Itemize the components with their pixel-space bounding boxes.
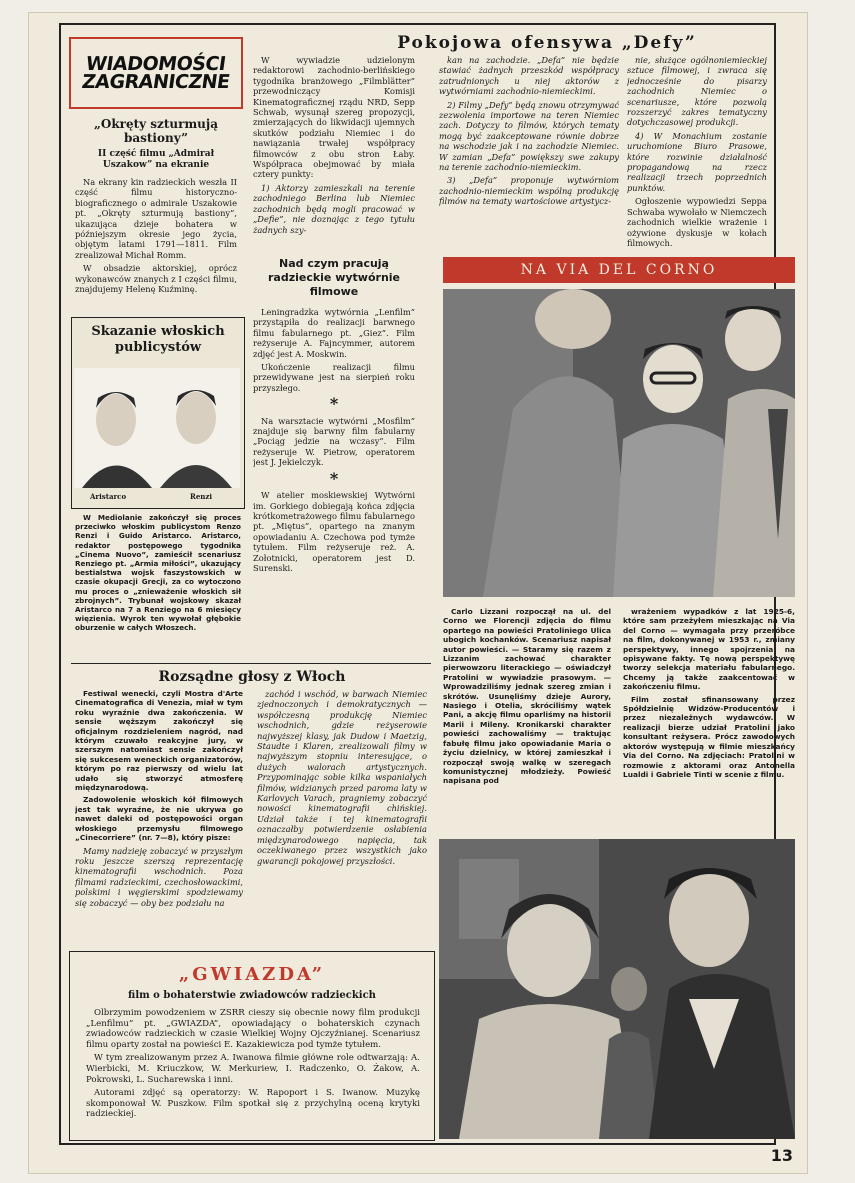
separator-star-2: *: [329, 468, 339, 488]
soviet-title: Nad czym pracują radzieckie wytwórnie filmowe: [267, 257, 401, 298]
ships-p2: W obsadzie aktorskiej, oprócz wykonawców znanych z I części filmu, znajdujemy Helenę Kuźminę.: [75, 263, 237, 295]
defa-col3-p2: 4) W Monachium zostanie uruchomione Biuro Prasowe, które rozwinie działalność propagandową na rzecz realizacji trzech poprzednich punktów.: [627, 130, 767, 193]
gwiazda-p1: Olbrzymim powodzeniem w ZSRR cieszy się obecnie nowy film produkcji „Lenfilmu” pt. „GWIAZDA”, opowiadający o bohaterskich czynach zwiadowców radzieckich w czasie Wielkiej Wojny Ojczyźnianej. Scenariusz filmu oparty został na powieści E. Kazakiewicza pod tymże tytułem.: [86, 1008, 420, 1050]
voices-col2-p1: zachód i wschód, w barwach Niemiec zjednoczonych i demokratycznych — współczesną produkcję Niemiec wschodnich, gdzie reżyserowie najwyższej klasy, jak Dudow i Maetzig, Staudte i Klaren, zrealizowali filmy w najwyższym stopniu interesujące, o dużych walorach artystycznych. Przypominając sobie kilka wspaniałych filmów, widzianych przed paroma laty w Karlovych Varach, pragniemy zobaczyć nowości kinematografii chińskiej. Udział także i tej kinematografii oznaczałby potwierdzenie osłabienia międzynarodowego napięcia, tak oczekiwanego przez wszystkich jako gwarancji pokojowej przyszłości.: [257, 689, 427, 866]
page-number: 13: [770, 1146, 793, 1165]
corno-col2-p2: Film został sfinansowany przez Spółdzielnię Widzów-Producentów i przez niezależnych wydawców. W realizacji bierze udział Pratolini jako konsultant reżysera. Prócz zawodowych aktorów występują w filmie mieszkańcy Via del Corno. Na zdjęciach: Pratolini w rozmowie z aktorami oraz Antonella Lualdi i Gabriele Tinti w scenie z filmu.: [623, 694, 795, 779]
soviet-p2: Ukończenie realizacji filmu przewidywane jest na sierpień roku przyszłego.: [253, 362, 415, 393]
voices-col1-p2: Zadowolenie włoskich kół filmowych jest tak wyraźne, że nie ukrywa go nawet daleki od postępowości organ włoskiego przemysłu filmowego „Cinecorriere” (nr. 7—8), który pisze:: [75, 795, 243, 843]
defa-col1-p1: W wywiadzie udzielonym redaktorowi zachodnio-berlińskiego tygodnika branżowego „Filmblätter” przewodniczący Komisji Kinematograficznej rządu NRD, Sepp Schwab, wysunął szereg propozycji, zmierzających do likwidacji ujemnych skutków podziału Niemiec i do nawiązania trwałej współpracy filmowców z obu stron Łaby. Współpraca obejmować by miała cztery punkty:: [253, 55, 415, 180]
main-title: Pokojowa ofensywa „Defy”: [397, 33, 697, 53]
gwiazda-text: [86, 1008, 420, 1136]
ships-p1: Na ekrany kin radzieckich weszła II część filmu historyczno-biograficznego o admirale Uszakowie pt. „Okręty szturmują bastiony”, ukazująca dzieje bohatera w późniejszym okresie jego życia, objętym latami 1791—1811. Film zrealizował Michał Romm.: [75, 177, 237, 260]
separator-star-1: *: [329, 394, 339, 414]
logo-line-1: WIADOMOŚCI: [84, 53, 228, 75]
article-soviet: [253, 257, 415, 657]
sentence-text: [75, 513, 241, 653]
newspaper-page: [28, 12, 808, 1174]
defa-col1: [253, 55, 415, 251]
defa-col2: [439, 55, 619, 257]
defa-col3-p3: Ogłoszenie wypowiedzi Seppa Schwaba wywołało w Niemczech zachodnich wielkie wrażenie i ożywione dyskusje w kołach filmowych.: [627, 196, 767, 248]
corno-col1-p1: Carlo Lizzani rozpoczął na ul. del Corno we Florencji zdjęcia do filmu opartego na powieści Pratoliniego Ulica ubogich kochanków. Scenariusz napisał autor powieści. — Staramy się razem z Lizzanim zachować charakter pierwowzoru literackiego — oświadczył Pratolini w wywiadzie prasowym. — Wprowadziliśmy jednak szereg zmian i skrótów. Usunęliśmy dzieje Aurory, Nasiego i Otelia, skróciliśmy wątek Pani, a akcję filmu oparliśmy na historii Marii i Mileny. Kronikarski charakter powieści zachowaliśmy — traktując fabułę filmu jako opowiadanie Maria o życiu dzielnicy, w której zamieszkał i rozpoczął swoją walkę w szeregach komunistycznej młodzieży. Powieść napisana pod: [443, 607, 611, 786]
gwiazda-title: „GWIAZDA”: [178, 964, 326, 985]
logo-line-2: ZAGRANICZNE: [80, 71, 232, 93]
sentence-box: [71, 317, 245, 509]
corno-banner: [443, 257, 795, 283]
ships-title: „Okręty szturmują bastiony”: [93, 117, 219, 145]
soviet-p4: W atelier moskiewskiej Wytwórni im. Gorkiego dobiegają końca zdjęcia krótkometrażowego filmu fabularnego pt. „Miętus”, opartego na znanym opowiadaniu A. Czechowa pod tymże tytułem. Film reżyseruje reż. A. Zołotnicki, operatorem jest D. Surenski.: [253, 490, 415, 573]
gwiazda-subtitle: film o bohaterstwie zwiadowców radzieckich: [128, 990, 376, 1001]
gwiazda-p3: Autorami zdjęć są operatorzy: W. Rapoport i S. Iwanow. Muzykę skomponował W. Puszkow. Film spotkał się z przychylną oceną krytyki radzieckiej.: [86, 1088, 420, 1120]
corno-col2-p1: wrażeniem wypadków z lat 1925-6, które sam przeżyłem mieszkając na Via del Corno — wymagała przy przeróbce na film, dokonywanej w 1953 r., zmiany perspektywy, innego spojrzenia na opisywane fakty. Tę nową perspektywę tworzy selekcja materiału fabularnego. Chcemy ją także zaakcentować w zakończeniu filmu.: [623, 607, 795, 692]
defa-col3: [627, 55, 767, 257]
voices-col1: [75, 689, 243, 945]
voices-title: Rozsądne głosy z Włoch: [158, 669, 346, 685]
gwiazda-box: [69, 951, 435, 1141]
sentence-title: Skazanie włoskich publicystów: [91, 324, 225, 355]
corno-col2: [623, 607, 795, 829]
defa-col1-p2: 1) Aktorzy zamieszkali na terenie zachodniego Berlina lub Niemiec zachodnich będą mogli pracować w „Defie”, nie doznając z tego tytułu żadnych szy-: [253, 182, 415, 235]
sentence-paragraph: W Mediolanie zakończył się proces przeciwko włoskim publicystom Renzo Renzi i Guido Aristarco. Aristarco, redaktor postępowego tygodnika „Cinema Nuovo”, zamieścił scenariusz Renziego pt. „Armia miłości”, ukazujący bestialstwa wojsk faszystowskich w czasie okupacji Grecji, za co wytoczono mu proces o „znieważenie włoskich sił zbrojnych”. Trybunał wojskowy skazał Aristarco na 7 a Renziego na 6 miesięcy więzienia. Wyrok ten wywołał głębokie oburzenie w całych Włoszech.: [75, 513, 241, 633]
defa-col2-p3: 3) „Defa” proponuje wytwórniom zachodnio-niemieckim wspólną produkcję filmów na tematy wartościowe artystycz-: [439, 175, 619, 207]
caption-aristarco: Aristarco: [90, 492, 127, 501]
photo-pratolini: [443, 289, 795, 597]
corno-col1: [443, 607, 611, 829]
ships-subtitle: II część filmu „Admirał Uszakow” na ekranie: [97, 149, 215, 170]
voices-col1-p3: Mamy nadzieję zobaczyć w przyszłym roku jeszcze szerszą reprezentację kinematografii wschodnich. Poza filmami radzieckimi, czechosłowackimi, polskimi i węgierskimi spodziewamy się zobaczyć — oby bez podziału na: [75, 845, 243, 908]
defa-col3-p1: nie, służące ogólnoniemieckiej sztuce filmowej, i zwraca się jednocześnie do pisarzy zachodnich Niemiec o scenariusze, które pozwolą rozszerzyć zakres tematyczny dotychczasowej produkcji.: [627, 55, 767, 128]
photo-film-scene: [439, 839, 795, 1139]
soviet-p3: Na warsztacie wytwórni „Mosfilm” znajduje się barwny film fabularny „Pociąg jedzie na wczasy”. Film reżyseruje W. Pietrow, operatorem jest J. Jekielczyk.: [253, 415, 415, 468]
gwiazda-p2: W tym zrealizowanym przez A. Iwanowa filmie główne role odtwarzają: A. Wierbicki, M. Kriuczkow, W. Merkuriew, I. Radczenko, O. Żakow, A. Pokrowski, L. Sucharewska i inni.: [86, 1053, 420, 1085]
portraits-photo: [74, 368, 240, 488]
divider-horizontal-voices: [71, 663, 431, 664]
voices-col1-p1: Festiwal wenecki, czyli Mostra d'Arte Cinematografica di Venezia, miał w tym roku wyraźnie dwa zakończenia. W sensie węższym zakończył się oficjalnym rozdzieleniem nagród, nad którym czuwało reakcyjne jury, w szerszym natomiast sensie zakończył się sukcesem weneckich organizatorów, którym po raz pierwszy od wielu lat udało się stworzyć atmosferę międzynarodową.: [75, 689, 243, 793]
soviet-p1: Leningradzka wytwórnia „Lenfilm” przystąpiła do realizacji barwnego filmu fabularnego pt. „Giez”. Film reżyseruje A. Fajncymmer, autorem zdjęć jest A. Moskwin.: [253, 307, 415, 359]
caption-renzi: Renzi: [190, 492, 212, 501]
section-logo: [69, 37, 243, 109]
defa-col2-p1: kan na zachodzie. „Defa” nie będzie stawiać żadnych przeszkód współpracy zatrudnionych u niej aktorów z wytwórniami zachodnio-niemieckimi.: [439, 55, 619, 97]
corno-banner-text: NA VIA DEL CORNO: [520, 262, 718, 278]
voices-col2: [257, 689, 427, 945]
article-ships: [75, 117, 237, 339]
page-frame: [59, 23, 795, 1145]
defa-col2-p2: 2) Filmy „Defy” będą znowu otrzymywać zezwolenia importowe na teren Niemiec zach. Dotyczy to filmów, których tematy mogą być zaakceptowane równie dobrze na wschodzie jak i na zachodzie Niemiec. W zamian „Defa” powiększy swe zakupy na terenie zachodnio-niemieckim.: [439, 99, 619, 173]
